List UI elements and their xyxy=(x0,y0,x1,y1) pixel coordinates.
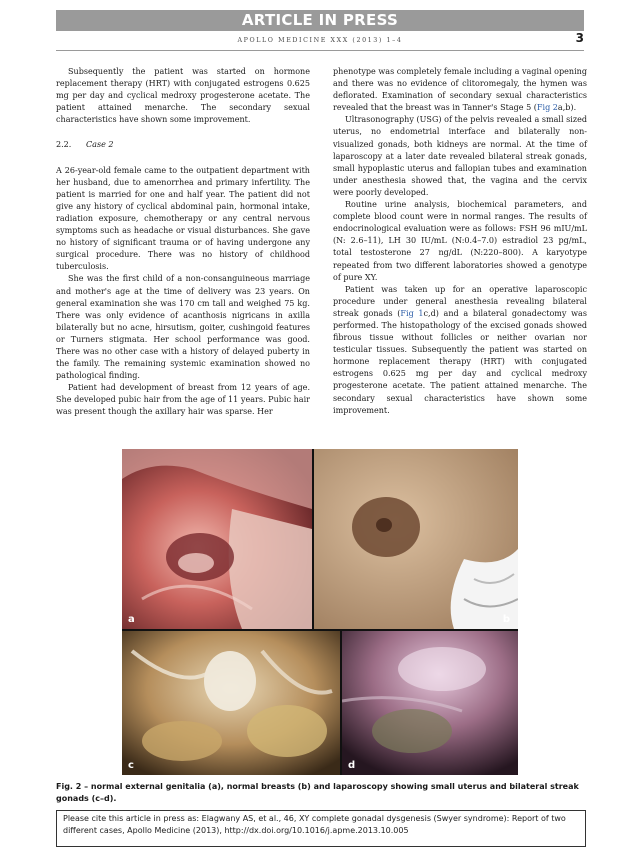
running-head: APOLLO MEDICINE XXX (2013) 1–4 xyxy=(237,37,403,44)
paragraph: Routine urine analysis, biochemical parameters, and complete blood count were in normal ranges. The results of endocrinological evaluation were as follows: FSH 96 mIU/mL (N: 2.6–11), LH 30 IU/mL (N:0.4–7.0) estradiol 23 pg/mL, total testosterone 27 ng/dL (N:220–800). A karyotype repeated from two different laboratories showed a genotype of pure XY. xyxy=(333,200,587,282)
panel-label-a: a xyxy=(128,614,135,625)
section-heading xyxy=(56,139,310,151)
header-rule xyxy=(56,50,584,51)
figure-link[interactable]: Fig 2 xyxy=(536,103,558,113)
right-column xyxy=(333,66,587,417)
text-run: phenotype was completely female including a vaginal opening and there was no evidence of clitoromegaly, the hymen was deflorated. Examination of secondary sexual characteristics revealed that the breast was in Tanner's Stage 5 ( xyxy=(333,67,587,113)
figure-link[interactable]: Fig 1 xyxy=(400,308,424,318)
text-run: Patient was taken up for an operative laparoscopic procedure under general anesthesia revealing bilateral streak gonads ( xyxy=(333,284,587,318)
paragraph xyxy=(333,66,587,114)
photo-panel-a xyxy=(122,449,312,629)
panel-label-b: b xyxy=(502,614,510,625)
citation-box: Please cite this article in press as: Elagwany AS, et al., 46, XY complete gonadal dysgenesis (Swyer syndrome): Report of two different cases, Apollo Medicine (2013), http://dx.doi.org/10.1016/j.apme.2013.10.005 xyxy=(56,810,586,847)
panel-label-d: d xyxy=(348,760,356,771)
text-run: a,b). xyxy=(557,103,577,113)
paragraph: Patient had development of breast from 12 years of age. She developed pubic hair from the age of 11 years. Pubic hair was present though the axillary hair was sparse. Her xyxy=(56,383,310,417)
section-title: Case 2 xyxy=(86,140,114,150)
text-run: c,d) and a bilateral gonadectomy was performed. The histopathology of the excised gonads showed fibrous tissue without follicles or neither ovarian nor testicular tissues. Subsequently the patient was started on hormone replacement therapy (HRT) with conjugated estrogens 0.625 mg per day and cyclical medroxy progesterone acetate. The patient attained menarche. The secondary sexual characteristics have shown some improvement. xyxy=(333,308,587,415)
section-number: 2.2. xyxy=(56,140,72,150)
figure-caption: Fig. 2 – normal external genitalia (a), normal breasts (b) and laparoscopy showing small uterus and bilateral streak gonads (c–d). xyxy=(56,782,579,803)
panel-label-c: c xyxy=(128,760,134,771)
photo-panel-b xyxy=(314,449,518,629)
paragraph: Ultrasonography (USG) of the pelvis revealed a small sized uterus, no endometrial interface and bilaterally non-visualized gonads, both kidneys are normal. At the time of laparoscopy at a later date revealed bilateral streak gonads, small hypoplastic uterus and fallopian tubes and examination under anesthesia showed that, the vagina and the cervix were poorly developed. xyxy=(333,115,587,197)
photo-panel-d xyxy=(342,631,518,775)
left-column xyxy=(56,66,310,419)
paragraph: Subsequently the patient was started on hormone replacement therapy (HRT) with conjugated estrogens 0.625 mg per day and cyclical medroxy progesterone acetate. The patient attained menarche. The secondary sexual characteristics have shown some improvement. xyxy=(56,67,310,125)
paragraph: She was the first child of a non-consanguineous marriage and mother's age at the time of delivery was 23 years. On general examination she was 170 cm tall and weighed 75 kg. There was only evidence of acanthosis nigricans in axilla bilaterally but no acne, hirsutism, goiter, cushingoid features or Turners stigmata. Her school performance was good. There was no other case with a history of delayed puberty in the family. The remaining systemic examination showed no pathological finding. xyxy=(56,274,310,381)
paragraph: A 26-year-old female came to the outpatient department with her husband, due to amenorrhea and primary infertility. The patient is married for one and half year. The patient did not give any history of cyclical abdominal pain, hormonal intake, radiation exposure, chemotherapy or any central nervous symptoms such as headache or visual disturbances. She gave no history of significant trauma or of having undergone any surgical procedure. There was no history of childhood tuberculosis. xyxy=(56,165,310,272)
paragraph xyxy=(333,284,587,417)
page-number: 3 xyxy=(575,31,584,45)
clinical-photo-figure xyxy=(122,449,518,775)
article-in-press-banner: ARTICLE IN PRESS xyxy=(56,10,584,31)
photo-panel-c xyxy=(122,631,340,775)
